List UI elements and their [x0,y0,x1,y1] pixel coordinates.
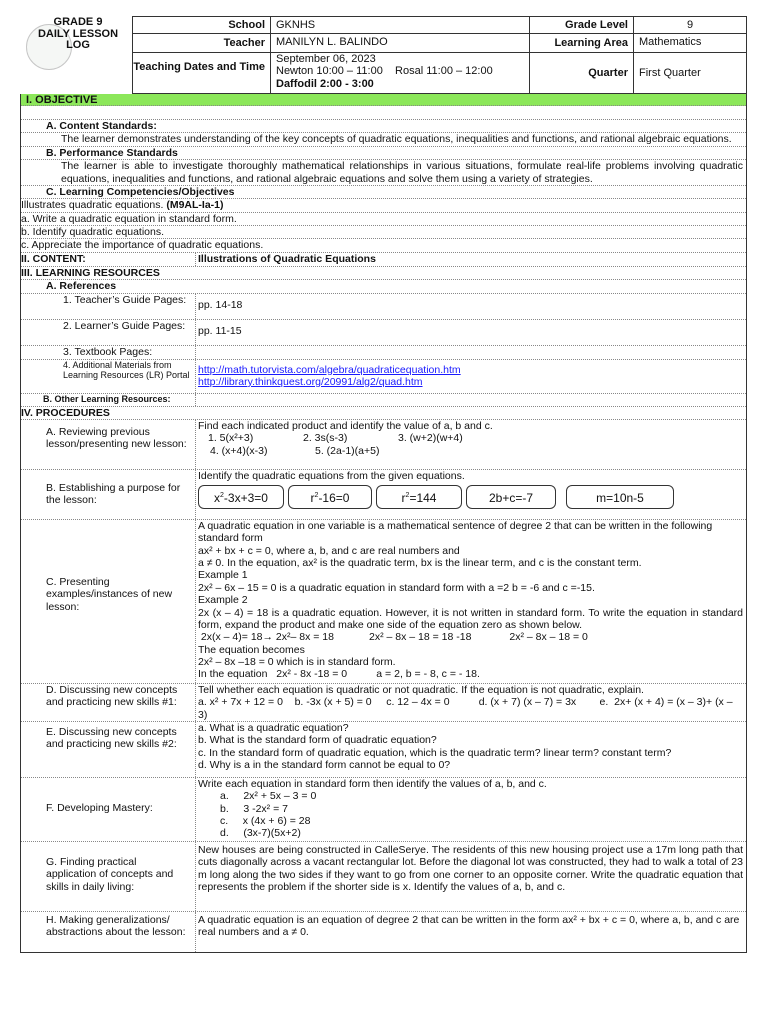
resource-link-1[interactable]: http://math.tutorvista.com/algebra/quadraticequation.htm [198,363,461,376]
lg-value: pp. 11-15 [198,324,242,337]
content-label: II. CONTENT: [21,253,196,266]
header-table [132,16,747,94]
grade-level-label: Grade Level [530,17,634,34]
competency-main-row [21,199,746,212]
deped-logo [20,16,128,94]
procedure-g-label: G. Finding practical application of concepts and skills in daily living: [21,842,196,911]
b-equation-4: 2b+c=-7 [466,485,556,509]
learning-area-value: Mathematics [634,34,746,53]
competency-code: (M9AL-Ia-1) [166,199,224,212]
content-standards-label: A. Content Standards: [46,120,157,132]
b-equation-2: $r^2-16=0$ [288,485,372,509]
c-line-4: Example 1 [198,569,248,582]
addl-label: 4. Additional Materials from Learning Resources (LR) Portal [21,360,196,393]
procedure-a-label: A. Reviewing previous lesson/presenting new lesson: [21,420,196,469]
c-line-9: The equation becomes [198,643,305,656]
procedure-c-row [21,520,746,684]
procedure-c-label: C. Presenting examples/instances of new lesson: [21,520,196,683]
e-item-c: c. In the standard form of quadratic equation, which is the quadratic term? linear term? constant term? [198,746,672,759]
a-item-4: 4. (x+4)(x-3) [210,444,268,457]
c-line-5: 2x² – 6x – 15 = 0 is a quadratic equation in standard form with a =2 b = -6 and c =-15. [198,581,595,594]
tg-label: 1. Teacher’s Guide Pages: [21,294,196,319]
e-item-d: d. Why is a in the standard form cannot be equal to 0? [198,759,451,771]
time-line: Newton 10:00 – 11:00 Rosal 11:00 – 12:00 [276,65,493,78]
c-line-11: In the equation 2x² - 8x -18 = 0 a = 2, b = - 8, c = - 18. [198,668,480,681]
content-value: Illustrations of Quadratic Equations [198,252,376,265]
grade-title: GRADE 9 DAILY LESSON LOG [37,16,119,52]
a-item-1: 1. 5(x²+3) [208,432,254,445]
competency-main: Illustrates quadratic equations. [21,199,164,212]
f-item-d: d. (3x-7)(5x+2) [220,827,301,840]
procedure-d-row [21,684,746,722]
date-line: September 06, 2023 [276,53,376,65]
dates-value [271,53,530,93]
b-equation-5: m=10n-5 [566,485,674,509]
competencies-label: C. Learning Competencies/Objectives [46,185,235,198]
procedure-e-label: E. Discussing new concepts and practicing new skills #2: [21,722,196,777]
references-label: A. References [21,280,746,293]
procedure-d-text: Tell whether each equation is quadratic or not quadratic. If the equation is not quadratic, explain. [198,683,644,696]
procedures-heading: IV. PROCEDURES [21,407,746,420]
resource-link-2[interactable]: http://library.thinkquest.org/20991/alg2/quad.htm [198,375,423,388]
procedure-f-text: Write each equation in standard form then identify the values of a, b, and c. [198,777,547,790]
objective-heading: I. OBJECTIVE [21,94,746,106]
f-item-b: b. 3 -2x² = 7 [220,802,288,815]
other-resources-label: B. Other Learning Resources: [21,394,196,406]
procedure-b-row [21,470,746,520]
performance-standards-text: The learner is able to investigate thoroughly mathematical relationships in various situations, formulate real-life problems involving quadratic equations, inequalities and functions, and rational algebraic equations and solve them using a variety of strategies. [21,160,746,186]
tb-row [21,346,746,360]
lg-label: 2. Learner’s Guide Pages: [21,320,196,345]
teacher-value: MANILYN L. BALINDO [271,34,530,53]
procedure-g-row [21,842,746,912]
grade-level-value: 9 [634,17,746,34]
competency-item-c: c. Appreciate the importance of quadratic equations. [21,239,746,252]
lesson-body [20,94,747,953]
procedure-h-label: H. Making generalizations/ abstractions about the lesson: [21,912,196,952]
c-line-2: ax² + bx + c = 0, where a, b, and c are real numbers and [198,544,460,557]
content-standards-text: The learner demonstrates understanding of the key concepts of quadratic equations, inequalities and functions, and rational algebraic equations. [21,133,746,146]
dates-label: Teaching Dates and Time [133,53,271,93]
addl-row [21,360,746,394]
e-item-a: a. What is a quadratic equation? [198,721,349,734]
procedure-b-label: B. Establishing a purpose for the lesson: [21,470,196,519]
f-item-c: c. x (4x + 6) = 28 [220,815,311,827]
performance-standards-row [21,147,746,160]
f-item-a: a. 2x² + 5x – 3 = 0 [220,790,317,803]
tg-value: pp. 14-18 [198,298,243,311]
b-equation-1: $x^2-3x+3=0$ [198,485,284,509]
procedure-g-text: New houses are being constructed in CalleSerye. The residents of this new housing project use a 17m long path that cuts diagonally across a vacant rectangular lot. Before the diagonal lot was constructed, they had to walk a total of 23 m long along the two sides if they want to go from one corner to an opposite corner. Write the quadratic equation that represents the problem if the shorter side is x. Identify the values of a, b, and c. [198,843,743,893]
lesson-log-page [20,16,747,953]
procedure-a-row [21,420,746,470]
competency-item-a: a. Write a quadratic equation in standard form. [21,213,746,226]
c-line-1: A quadratic equation in one variable is a mathematical sentence of degree 2 that can be written in the following standard form [198,519,713,545]
a-item-5: 5. (2a-1)(a+5) [315,444,380,457]
b-equation-3: $r^2=144$ [376,485,462,509]
spacer-row [21,106,746,120]
procedure-f-row [21,778,746,842]
competency-item-b: b. Identify quadratic equations. [21,226,746,239]
procedure-h-row [21,912,746,952]
e-item-b: b. What is the standard form of quadratic equation? [198,734,437,747]
content-standards-row [21,120,746,133]
learning-area-label: Learning Area [530,34,634,53]
school-value: GKNHS [271,17,530,34]
resources-heading: III. LEARNING RESOURCES [21,267,746,280]
quarter-label: Quarter [530,53,634,93]
procedure-e-row [21,722,746,778]
procedure-h-text: A quadratic equation is an equation of degree 2 that can be written in the form ax² + bx + c = 0, where a, b, and c are real numbers and a ≠ 0. [198,913,740,939]
procedure-d-items: a. x² + 7x + 12 = 0 b. -3x (x + 5) = 0 c. 12 – 4x = 0 d. (x + 7) (x – 7) = 3x e. 2x+ (x + 4) = (x – 3)+ (x – 3) [198,696,736,721]
time-line-daffodil: Daffodil 2:00 - 3:00 [276,77,374,90]
quarter-value: First Quarter [639,67,701,79]
c-line-10: 2x² – 8x –18 = 0 which is in standard form. [198,656,396,668]
content-row [21,253,746,267]
competencies-row [21,186,746,199]
teacher-label: Teacher [133,34,271,53]
c-line-6: Example 2 [198,594,248,607]
tb-label: 3. Textbook Pages: [21,346,196,359]
performance-standards-label: B. Performance Standards [46,146,178,159]
lg-row [21,320,746,346]
c-line-3: a ≠ 0. In the equation, ax² is the quadratic term, bx is the linear term, and c is the constant term. [198,557,642,569]
header [20,16,747,94]
school-label: School [133,17,271,34]
c-line-8: 2x(x – 4)= 18→ 2x²– 8x = 18 2x² – 8x – 18 = 18 -18 2x² – 8x – 18 = 0 [198,631,588,644]
procedure-a-text: Find each indicated product and identify the value of a, b and c. [198,419,493,432]
a-item-3: 3. (w+2)(w+4) [398,432,463,445]
procedure-f-label: F. Developing Mastery: [21,778,196,841]
a-item-2: 2. 3s(s-3) [303,432,348,445]
tg-row [21,294,746,320]
procedure-b-text: Identify the quadratic equations from the given equations. [198,469,465,482]
c-line-7: 2x (x – 4) = 18 is a quadratic equation. However, it is not written in standard form. To write the equation in standard form, expand the product and make one side of the equation zero as shown below. [198,606,743,631]
other-resources-row [21,394,746,407]
procedure-d-label: D. Discussing new concepts and practicing new skills #1: [21,684,196,721]
